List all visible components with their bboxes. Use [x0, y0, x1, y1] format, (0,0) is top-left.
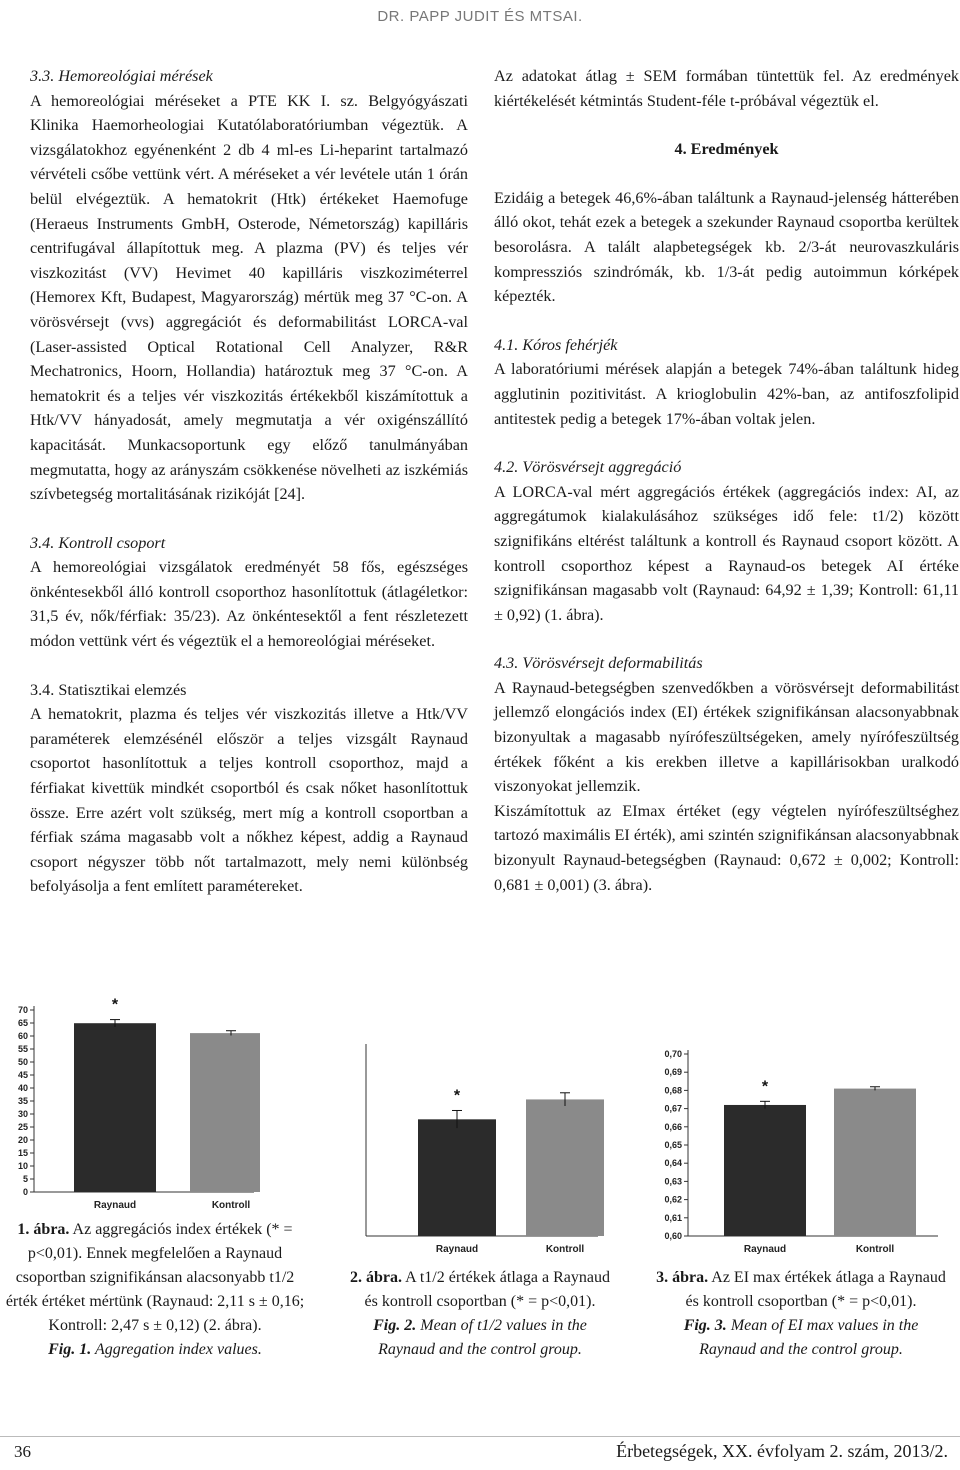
section-heading: 3.4. Statisztikai elemzés	[30, 680, 187, 699]
x-tick-label: Raynaud	[93, 1200, 137, 1211]
left-column	[30, 64, 468, 899]
paragraph: A LORCA-val mért aggregációs értékek (aggregációs index: AI, az aggregátumok kialakulásához szükséges idő fele: t1/2) között szignifikáns eltérést találtunk a kontroll és Raynaud csoport között. A kontroll csoporthoz képest a Raynaud-os betegek AI értéke szignifikánsan magasabb volt (Raynaud: 64,92 ± 1,39; Kontroll: 61,11 ± 0,92) (1. ábra).	[494, 482, 959, 624]
journal-footer: Érbetegségek, XX. évfolyam 2. szám, 2013/2.	[616, 1441, 948, 1461]
caption-fig2-en-label: Fig. 2.	[373, 1317, 417, 1334]
caption-fig3-en-text: Mean of EI max values in the Raynaud and the control group.	[699, 1317, 919, 1358]
caption-fig2-en-text: Mean of t1/2 values in the Raynaud and the control group.	[378, 1317, 587, 1358]
spacer	[30, 507, 468, 531]
y-tick-label: 10	[17, 1161, 28, 1171]
section-heading: 4.1. Kóros fehérjék	[494, 335, 618, 354]
spacer	[494, 162, 959, 186]
footer-rule	[0, 1436, 960, 1437]
y-tick-label: 0,69	[664, 1067, 682, 1078]
y-tick-label: 0,60	[664, 1231, 682, 1241]
caption-fig2	[345, 1266, 615, 1362]
y-tick-label: 0	[22, 1187, 28, 1197]
caption-fig2-label: 2. ábra.	[350, 1269, 403, 1286]
x-tick-label: Kontroll	[545, 1244, 585, 1255]
y-tick-label: 65	[17, 1018, 28, 1028]
caption-fig2-text: A t1/2 értékek átlaga a Raynaud és kontroll csoportban (* = p<0,01).	[364, 1269, 610, 1310]
y-tick-label: 55	[17, 1044, 28, 1054]
caption-fig1-en-label: Fig. 1.	[48, 1341, 92, 1358]
section-heading: 4.3. Vörösvérsejt deformabilitás	[494, 654, 703, 673]
paragraph: A hematokrit, plazma és teljes vér viszkozitás illetve a Htk/VV paraméterek elemzésénél először a teljes vizsgált Raynaud csoportot hasonlítottuk a teljes kontroll csoporthoz, majd a férfiakat kivettük mindkét csoportból és csak nőket hasonlítottuk össze. Erre azért volt szükség, mert míg a kontroll csoportban a férfiak száma magasabb volt a nőkhez képest, addig a Raynaud csoport négyszer több nőt tartalmazott, mely nemi különbség befolyásolja a fent említett paramétereket.	[30, 705, 468, 896]
y-tick-label: 0,67	[664, 1103, 682, 1114]
caption-fig3-en-label: Fig. 3.	[683, 1317, 727, 1334]
y-tick-label: 35	[17, 1096, 28, 1106]
chart-t-half	[336, 1040, 606, 1265]
paragraph: Az adatokat átlag ± SEM formában tüntettük fel. Az eredmények kiértékelését kétmintás Student-féle t-próbával végeztük el.	[494, 67, 959, 110]
y-tick-label: 30	[17, 1109, 28, 1119]
y-tick-label: 0,66	[664, 1121, 682, 1132]
y-tick-label: 40	[17, 1083, 28, 1093]
y-tick-label: 50	[17, 1057, 28, 1067]
y-tick-label: 0,70	[664, 1049, 682, 1059]
section-heading: 4.2. Vörösvérsejt aggregáció	[494, 458, 682, 477]
x-tick-label: Raynaud	[435, 1244, 479, 1255]
caption-fig3-label: 3. ábra.	[656, 1269, 709, 1286]
y-tick-label: 0,63	[664, 1176, 682, 1187]
y-tick-label: 20	[17, 1135, 28, 1145]
x-tick-label: Kontroll	[211, 1200, 251, 1211]
y-tick-label: 0,61	[664, 1212, 682, 1223]
significance-marker: *	[111, 998, 119, 1014]
bar-raynaud	[418, 1119, 496, 1236]
y-tick-label: 45	[17, 1070, 28, 1080]
paragraph: Kiszámítottuk az EImax értéket (egy végtelen nyírófeszültséghez tartozó maximális EI érték), ami szintén szignifikánsan alacsonyabbnak bizonyult Raynaud-betegségben (Raynaud: 0,672 ± 0,002; Kontroll: 0,681 ± 0,001) (3. ábra).	[494, 801, 959, 894]
section-heading: 4. Eredmények	[674, 140, 779, 159]
y-tick-label: 0,65	[664, 1140, 682, 1150]
paragraph: A laboratóriumi mérések alapján a betegek 74%-ában találtunk hideg agglutinin pozitivitást. A krioglobulin 42%-ban, az antifoszfolipid antitestek pedig a betegek 17%-ában voltak jelen.	[494, 360, 959, 428]
y-tick-label: 5	[22, 1174, 28, 1184]
spacer	[494, 113, 959, 137]
bar-kontroll	[526, 1099, 604, 1236]
caption-fig1-label: 1. ábra.	[17, 1221, 70, 1238]
paragraph: Ezidáig a betegek 46,6%-ában találtunk a Raynaud-jelenség hátterében álló okot, tehát ezek a betegek a szekunder Raynaud csoportba kerültek besorolásra. A talált alapbetegségek kb. 2/3-át neurovaszkuláris kompressziós szindrómák, kb. 1/3-át pedig autoimmun kórképek képezték.	[494, 188, 959, 306]
right-column	[494, 64, 959, 897]
chart-ei-max	[636, 1044, 946, 1264]
running-header: DR. PAPP JUDIT ÉS MTSAI.	[377, 8, 583, 25]
spacer	[494, 431, 959, 455]
spacer	[30, 654, 468, 678]
caption-fig1-text: Az aggregációs index értékek (* = p<0,01). Ennek megfelelően a Raynaud csoportban szignifikánsan alacsonyabb t1/2 érték értéket mértünk (Raynaud: 2,11 s ± 0,16; Kontroll: 2,47 s ± 0,12) (2. ábra).	[5, 1221, 305, 1334]
paragraph: A hemoreológiai vizsgálatok eredményét 58 fős, egészséges önkéntesekből álló kontroll csoporthoz hasonlítottuk (átlagéletkor: 31,5 év, nők/férfiak: 35/23). Az önkéntesektől a fent részletezett módon vettünk vért és végeztük el a hemoreológiai méréseket.	[30, 558, 468, 651]
bar-raynaud	[724, 1105, 806, 1236]
y-tick-label: 0,64	[664, 1158, 682, 1169]
paragraph: A hemoreológiai méréseket a PTE KK I. sz. Belgyógyászati Klinika Haemorheologiai Kutatólaboratóriumban végeztük. A vizsgálatokhoz egyénenként 2 db 4 ml-es Li-heparint tartalmazó vérvételi csőbe vettünk vért. A méréseket a vér levétele után 1 órán belül elvégeztük. A hematokrit (Htk) értékeket Haemofuge (Heraeus Instruments GmbH, Osterode, Németország) kapilláris centrifugával állapítottuk meg. A plazma (PV) és teljes vér viszkozitást (VV) Hevimet 40 kapilláris viszkoziméterrel (Hemorex Kft, Budapest, Magyarország) mértük meg 37 °C-on. A vörösvérsejt (vvs) aggregációt és deformabilitást LORCA-val (Laser-assisted Optical Rotational Cell Analyzer, R&R Mechatronics, Hoorn, Hollandia) határoztuk meg 37 °C-on. A hematokrit és a teljes vér viszkozitás értékekből kiszámítottuk a Htk/VV hányadosát, amely megmutatja a vér oxigénszállító kapacitását. Munkacsoportunk egy előző tanulmányában megmutatta, hogy az arányszám csökkenése növelheti az iszkémiás szívbetegség mortalitásának rizikóját [24].	[30, 91, 468, 504]
y-tick-label: 70	[17, 1005, 28, 1015]
section-heading: 3.3. Hemoreológiai mérések	[30, 67, 213, 85]
paragraph: A Raynaud-betegségben szenvedőkben a vörösvérsejt deformabilitást jellemző elongációs index (EI) értékek szignifikánsan alacsonyabbnak bizonyultak a magasabb nyírófeszültségeken, amely nyírófeszültség értékek főként a kis erekben illetve a kapillárisokban uralkodó viszonyokat jellemzik.	[494, 678, 959, 796]
bar-kontroll	[190, 1033, 260, 1192]
bar-kontroll	[834, 1089, 916, 1236]
y-tick-label: 0,62	[664, 1194, 682, 1205]
significance-marker: *	[761, 1078, 769, 1096]
bar-raynaud	[74, 1023, 156, 1192]
y-tick-label: 60	[17, 1031, 28, 1041]
y-tick-label: 25	[17, 1122, 28, 1132]
caption-fig3	[656, 1266, 946, 1362]
significance-marker: *	[453, 1087, 461, 1105]
y-tick-label: 15	[17, 1148, 28, 1158]
x-tick-label: Raynaud	[743, 1244, 787, 1255]
chart-aggregation-index	[2, 998, 260, 1220]
section-heading: 3.4. Kontroll csoport	[30, 533, 166, 552]
page-number: 36	[14, 1442, 31, 1461]
spacer	[494, 627, 959, 651]
caption-fig3-text: Az EI max értékek átlaga a Raynaud és kontroll csoportban (* = p<0,01).	[685, 1269, 946, 1310]
caption-fig1	[0, 1218, 310, 1362]
spacer	[494, 309, 959, 333]
x-tick-label: Kontroll	[855, 1244, 895, 1255]
caption-fig1-en-text: Aggregation index values.	[91, 1341, 262, 1358]
y-tick-label: 0,68	[664, 1085, 682, 1096]
